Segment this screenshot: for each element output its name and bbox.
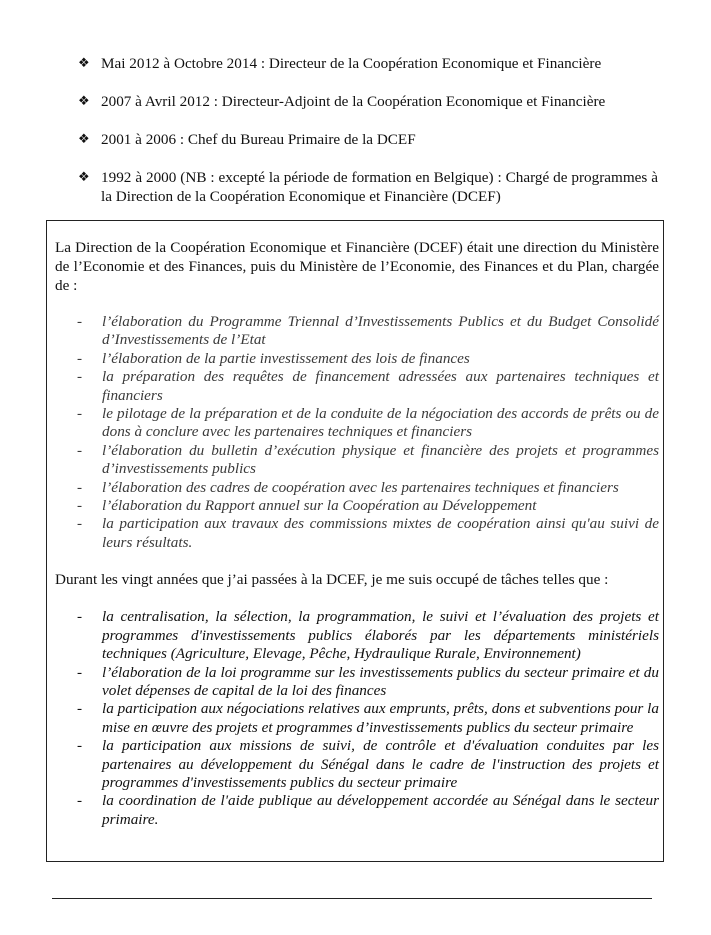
career-item-text: 2001 à 2006 : Chef du Bureau Primaire de la DCEF [101, 131, 416, 148]
mission-item [55, 313, 659, 350]
dash-bullet-icon: - [77, 608, 83, 626]
career-item [78, 130, 658, 149]
task-item [55, 700, 659, 737]
mission-item-text: l’élaboration des cadres de coopération avec les partenaires techniques et financiers [102, 478, 619, 496]
career-item-text: 1992 à 2000 (NB : excepté la période de formation en Belgique) : Chargé de programmes à la Direction de la Coopération Economique et Financière (DCEF) [101, 169, 658, 205]
dash-bullet-icon: - [77, 405, 83, 423]
mission-item-text: l’élaboration du Programme Triennal d’Investissements Publics et du Budget Consolidé d’Investissements de l’Etat [102, 313, 659, 349]
task-item [55, 608, 659, 663]
task-item [55, 664, 659, 701]
dash-bullet-icon: - [77, 313, 83, 330]
dash-bullet-icon: - [77, 497, 83, 515]
task-item [55, 792, 659, 829]
career-list [78, 54, 658, 225]
task-item-text: la coordination de l'aide publique au développement accordée au Sénégal dans le secteur primaire. [102, 792, 659, 828]
diamond-bullet-icon: ❖ [78, 56, 90, 71]
dash-bullet-icon: - [77, 700, 83, 718]
task-item-text: la participation aux missions de suivi, de contrôle et d'évaluation conduites par les partenaires au développement du Sénégal dans le cadre de l'instruction des projets et programmes d'investissements publics du secteur primaire [102, 737, 659, 791]
mission-item-text: l’élaboration du bulletin d’exécution physique et financière des projets et programmes d’investissements publics [102, 441, 659, 478]
mission-item [55, 479, 659, 497]
task-item-text: la centralisation, la sélection, la programmation, le suivi et l’évaluation des projets et programmes d'investissements publics élaborés par les départements ministériels techniques (Agriculture, Elevage, Pêche, Hydraulique Rurale, Environnement) [102, 608, 659, 663]
dash-bullet-icon: - [77, 441, 83, 459]
tasks-list [55, 608, 659, 829]
dash-bullet-icon: - [77, 368, 83, 386]
mission-item-text: l’élaboration du Rapport annuel sur la Coopération au Développement [102, 497, 537, 515]
mission-item [55, 405, 659, 442]
dash-bullet-icon: - [77, 737, 83, 755]
dcef-missions-list [55, 313, 659, 552]
career-item [78, 54, 658, 73]
task-item-text: la participation aux négociations relatives aux emprunts, prêts, dons et subventions pour la mise en œuvre des projets et programmes d’investissements publics du secteur primaire [102, 700, 659, 736]
dcef-box-content [55, 238, 659, 829]
tasks-intro-paragraph: Durant les vingt années que j’ai passées à la DCEF, je me suis occupé de tâches telles que : [55, 571, 609, 589]
dash-bullet-icon: - [77, 663, 83, 681]
career-item [78, 92, 658, 111]
career-item [78, 168, 658, 206]
task-item-text: l’élaboration de la loi programme sur les investissements publics du secteur primaire et du volet dépenses de capital de la loi des finances [102, 663, 659, 699]
dash-bullet-icon: - [77, 478, 83, 496]
mission-item-text: le pilotage de la préparation et de la conduite de la négociation des accords de prêts ou de dons à conclure avec les partenaires techniques et financiers [102, 405, 659, 441]
mission-item [55, 442, 659, 479]
mission-item [55, 497, 659, 515]
dash-bullet-icon: - [77, 515, 83, 533]
career-item-text: 2007 à Avril 2012 : Directeur-Adjoint de la Coopération Economique et Financière [101, 93, 606, 110]
mission-item-text: l’élaboration de la partie investissement des lois de finances [102, 349, 470, 367]
diamond-bullet-icon: ❖ [78, 132, 90, 147]
task-item [55, 737, 659, 792]
mission-item-text: la préparation des requêtes de financement adressées aux partenaires techniques et financiers [102, 368, 659, 404]
dcef-description-box [46, 220, 664, 862]
mission-item [55, 368, 659, 405]
mission-item-text: la participation aux travaux des commissions mixtes de coopération ainsi qu'au suivi de leurs résultats. [102, 515, 659, 551]
diamond-bullet-icon: ❖ [78, 170, 90, 185]
mission-item [55, 515, 659, 552]
diamond-bullet-icon: ❖ [78, 94, 90, 109]
footnote-separator-line [52, 898, 652, 899]
career-item-text: Mai 2012 à Octobre 2014 : Directeur de la Coopération Economique et Financière [101, 55, 602, 72]
mission-item [55, 350, 659, 368]
dcef-intro-paragraph: La Direction de la Coopération Economique et Financière (DCEF) était une direction du Ministère de l’Economie et des Finances, puis du Ministère de l’Economie, des Finances et du Plan, chargée de : [55, 239, 659, 294]
dash-bullet-icon: - [77, 349, 83, 367]
dash-bullet-icon: - [77, 792, 83, 810]
